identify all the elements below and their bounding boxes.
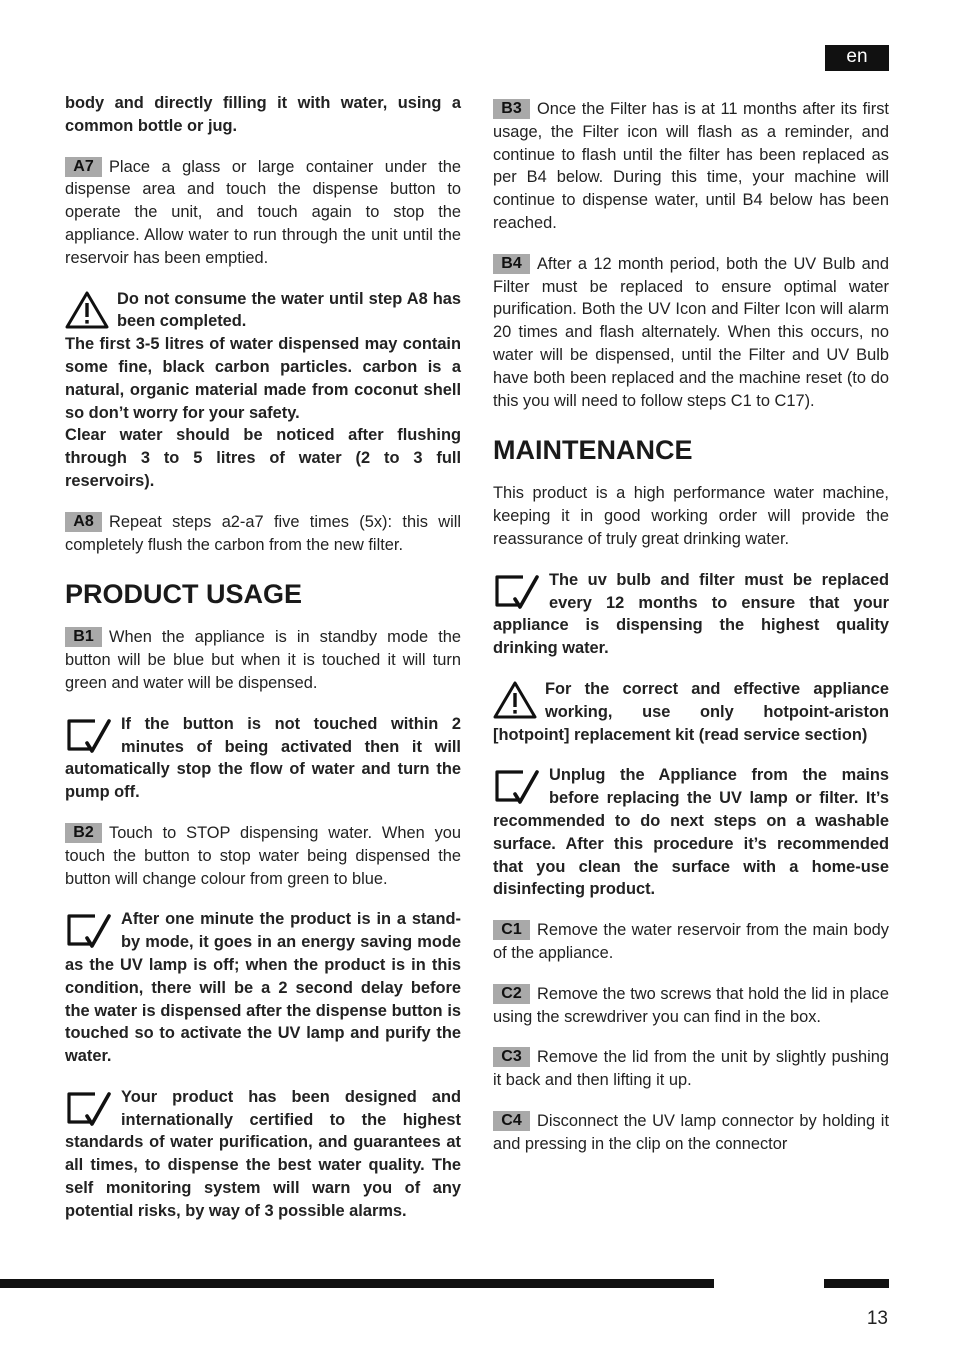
step-label-c1: C1: [493, 920, 530, 940]
warning-text-1: Do not consume the water until step A8 has been completed.: [117, 289, 461, 331]
note-text-3: Your product has been designed and internationally certified to the highest standards of water purification, and guarantees at all times, to dispense the best water quality. The self monitoring system will warn you of any potential risks, by way of 3 possible alarms.: [65, 1087, 461, 1220]
step-text-a7: Place a glass or large container under the dispense area and touch the dispense button to operate the unit, and touch again to stop the appliance. Allow water to run through the unit until the reservoir has been emptied.: [65, 157, 461, 267]
page-number: 13: [866, 1308, 888, 1329]
step-label-c4: C4: [493, 1111, 530, 1131]
warning-triangle-icon: [65, 290, 109, 330]
warning-block-2: [493, 678, 889, 746]
warning-text-4: For the correct and effective appliance working, use only hotpoint-ariston [hotpoint] replacement kit (read service section): [493, 679, 889, 744]
step-b4: [493, 253, 889, 413]
note-text-4: The uv bulb and filter must be replaced every 12 months to ensure that your appliance is dispensing the highest quality drinking water.: [493, 570, 889, 658]
step-c1: [493, 919, 889, 965]
step-label-b1: B1: [65, 627, 102, 647]
step-text-c2: Remove the two screws that hold the lid in place using the screwdriver you can find in the box.: [493, 984, 889, 1026]
warning-text-3: Clear water should be noticed after flushing through 3 to 5 litres of water (2 to 3 full reservoirs).: [65, 426, 461, 490]
checkbox-note-icon: [65, 1088, 113, 1130]
step-text-b4: After a 12 month period, both the UV Bulb and Filter must be replaced to ensure optimal water purification. Both the UV Icon and Filter Icon will alarm 20 times and flash alternately. When this occurs, no water will be dispensed, until the Filter and UV Bulb have both been replaced and the machine reset (to do this you will need to follow steps C1 to C17).: [493, 254, 889, 410]
step-a8: [65, 511, 461, 557]
step-text-c3: Remove the lid from the unit by slightly pushing it back and then lifting it up.: [493, 1048, 889, 1090]
step-text-a8: Repeat steps a2-a7 five times (5x): this will completely flush the carbon from the new filter.: [65, 512, 461, 554]
step-label-c2: C2: [493, 984, 530, 1004]
warning-triangle-icon: [493, 680, 537, 720]
checkbox-note-icon: [493, 571, 541, 613]
section-heading-maintenance: MAINTENANCE: [493, 435, 693, 466]
section-heading-product-usage: PRODUCT USAGE: [65, 579, 303, 610]
step-text-b2: Touch to STOP dispensing water. When you touch the button to stop water being dispensed the button will change colour from green to blue.: [65, 823, 461, 888]
note-block-2: [65, 908, 461, 1068]
step-label-b4: B4: [493, 254, 530, 274]
note-text-1: If the button is not touched within 2 minutes of being activated then it will automatically stop the flow of water and turn the pump off.: [65, 714, 461, 802]
step-b2: [65, 822, 461, 890]
note-block-4: [493, 569, 889, 660]
step-c3: [493, 1046, 889, 1092]
note-block-5: [493, 764, 889, 901]
step-label-c3: C3: [493, 1047, 530, 1067]
note-block-3: [65, 1086, 461, 1223]
step-label-b3: B3: [493, 99, 530, 119]
step-label-b2: B2: [65, 823, 102, 843]
footer-rule-right: [824, 1279, 889, 1288]
step-text-b1: When the appliance is in standby mode the button will be blue but when it is touched it will turn green and water will be dispensed.: [65, 628, 461, 692]
continued-text: body and directly filling it with water, using a common bottle or jug.: [65, 94, 461, 135]
checkbox-note-icon: [493, 766, 541, 808]
step-label-a8: A8: [65, 512, 102, 532]
step-text-c4: Disconnect the UV lamp connector by holding it and pressing in the clip on the connector: [493, 1111, 889, 1153]
note-text-2: After one minute the product is in a stand-by mode, it goes in an energy saving mode as the UV lamp is off; when the product is in this condition, there will be a 2 second delay before the water is dispensed after the dispense button is touched so to activate the UV lamp and purify the water.: [65, 910, 461, 1066]
note-text-5: Unplug the Appliance from the mains before replacing the UV lamp or filter. It’s recommended to do next steps on a washable surface. After this procedure it’s recommended that you clean the surface with a home-use disinfecting product.: [493, 766, 889, 899]
warning-text-2: The first 3-5 litres of water dispensed may contain some fine, black carbon particles. carbon is a natural, organic material made from coconut shell so don’t worry for your safety.: [65, 335, 461, 422]
step-text-c1: Remove the water reservoir from the main body of the appliance.: [493, 921, 889, 962]
left-column: [65, 92, 461, 1223]
step-b3: [493, 98, 889, 235]
step-c4: [493, 1110, 889, 1156]
right-column: [493, 92, 889, 1155]
note-block-1: [65, 713, 461, 804]
step-label-a7: A7: [65, 157, 102, 177]
footer-rule-left: [0, 1279, 714, 1288]
warning-block-1: [65, 288, 461, 493]
step-b1: [65, 626, 461, 694]
checkbox-note-icon: [65, 910, 113, 952]
step-a7: [65, 156, 461, 270]
language-badge: en: [825, 45, 889, 71]
step-text-b3: Once the Filter has is at 11 months after its first usage, the Filter icon will flash as a reminder, and continue to flash until the filter has been replaced as per B4 below. During this time, your machine will continue to dispense water, until B4 below has been reached.: [493, 100, 889, 232]
step-c2: [493, 983, 889, 1029]
maintenance-intro: This product is a high performance water machine, keeping it in good working order will provide the reassurance of truly great drinking water.: [493, 484, 889, 548]
checkbox-note-icon: [65, 715, 113, 757]
